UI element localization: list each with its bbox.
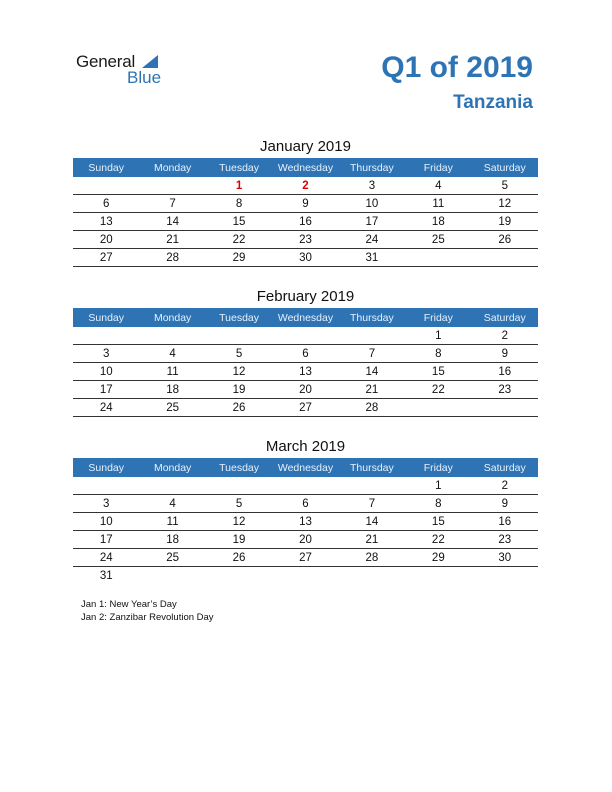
- day-cell: [139, 567, 205, 585]
- day-cell: 2: [272, 177, 338, 195]
- day-cell: 7: [339, 345, 405, 363]
- day-cell: [206, 567, 272, 585]
- week-row: [73, 345, 538, 363]
- day-cell: 25: [139, 549, 205, 567]
- day-cell: 22: [405, 531, 471, 549]
- week-row: [73, 567, 538, 585]
- day-cell: 30: [472, 549, 538, 567]
- day-cell: [139, 327, 205, 345]
- logo-triangle-icon: [142, 55, 158, 68]
- day-cell: 3: [339, 177, 405, 195]
- day-cell: 20: [73, 231, 139, 249]
- day-cell: 6: [272, 345, 338, 363]
- day-cell: 24: [339, 231, 405, 249]
- week-row: [73, 531, 538, 549]
- month-march: [73, 436, 538, 584]
- calendar-table: [73, 458, 538, 584]
- calendar-table: [73, 308, 538, 417]
- weekday-header: Saturday: [472, 308, 538, 327]
- day-cell: [73, 177, 139, 195]
- holiday-note: Jan 2: Zanzibar Revolution Day: [81, 612, 214, 623]
- day-cell: 22: [206, 231, 272, 249]
- logo-general-text: General: [76, 52, 136, 71]
- day-cell: 1: [405, 477, 471, 495]
- day-cell: 4: [139, 345, 205, 363]
- week-row: [73, 213, 538, 231]
- day-cell: 17: [73, 531, 139, 549]
- day-cell: 5: [206, 345, 272, 363]
- day-cell: [405, 249, 471, 267]
- week-row: [73, 327, 538, 345]
- day-cell: 14: [339, 513, 405, 531]
- day-cell: [339, 327, 405, 345]
- day-cell: 28: [339, 399, 405, 417]
- day-cell: 9: [272, 195, 338, 213]
- day-cell: 10: [73, 513, 139, 531]
- day-cell: 13: [272, 513, 338, 531]
- day-cell: 25: [139, 399, 205, 417]
- day-cell: [139, 477, 205, 495]
- day-cell: 19: [206, 531, 272, 549]
- day-cell: 27: [272, 549, 338, 567]
- weekday-header: Saturday: [472, 158, 538, 177]
- day-cell: 26: [206, 549, 272, 567]
- country-name: Tanzania: [453, 92, 533, 113]
- day-cell: [405, 567, 471, 585]
- weekday-header: Thursday: [339, 158, 405, 177]
- month-january: [73, 136, 538, 267]
- weekday-header: Friday: [405, 458, 471, 477]
- weekday-header: Thursday: [339, 458, 405, 477]
- day-cell: [339, 567, 405, 585]
- day-cell: 18: [139, 381, 205, 399]
- day-cell: 10: [339, 195, 405, 213]
- day-cell: 20: [272, 381, 338, 399]
- day-cell: 5: [206, 495, 272, 513]
- day-cell: [73, 477, 139, 495]
- week-row: [73, 177, 538, 195]
- day-cell: 31: [99, 570, 113, 582]
- day-cell: 28: [139, 249, 205, 267]
- day-cell: 11: [405, 195, 471, 213]
- day-cell: 12: [472, 195, 538, 213]
- day-cell: 14: [339, 363, 405, 381]
- weekday-header: Tuesday: [206, 308, 272, 327]
- day-cell: [272, 477, 338, 495]
- weekday-header: Monday: [139, 458, 205, 477]
- weekday-header: Sunday: [73, 458, 139, 477]
- day-cell: 24: [73, 549, 139, 567]
- week-row: [73, 363, 538, 381]
- day-cell: 2: [472, 327, 538, 345]
- weekday-header: Wednesday: [272, 158, 338, 177]
- day-cell: 17: [73, 381, 139, 399]
- day-cell: [206, 327, 272, 345]
- weekday-header: Wednesday: [272, 308, 338, 327]
- day-cell: 4: [405, 177, 471, 195]
- logo: [76, 52, 176, 88]
- week-row: [73, 231, 538, 249]
- day-cell: 15: [405, 363, 471, 381]
- day-cell: 1: [405, 327, 471, 345]
- day-cell: 2: [472, 477, 538, 495]
- month-title: February 2019: [256, 288, 355, 305]
- week-row: [73, 513, 538, 531]
- day-cell: 16: [272, 213, 338, 231]
- day-cell: 12: [206, 513, 272, 531]
- day-cell: 18: [139, 531, 205, 549]
- weekday-header: Friday: [405, 158, 471, 177]
- day-cell: 11: [139, 513, 205, 531]
- day-cell: [472, 567, 538, 585]
- day-cell: 8: [405, 345, 471, 363]
- day-cell: 3: [73, 345, 139, 363]
- month-february: [73, 286, 538, 417]
- day-cell: 4: [139, 495, 205, 513]
- day-cell: 31: [339, 249, 405, 267]
- day-cell: 3: [73, 495, 139, 513]
- day-cell: 24: [73, 399, 139, 417]
- day-cell: 8: [405, 495, 471, 513]
- month-title: March 2019: [265, 438, 346, 455]
- day-cell: 15: [405, 513, 471, 531]
- day-cell: 1: [206, 177, 272, 195]
- day-cell: 23: [272, 231, 338, 249]
- day-cell: 28: [339, 549, 405, 567]
- day-cell: 10: [73, 363, 139, 381]
- day-cell: [73, 327, 139, 345]
- calendar-table: [73, 158, 538, 267]
- weekday-header: Tuesday: [206, 458, 272, 477]
- month-title: January 2019: [260, 138, 351, 155]
- week-row: [73, 549, 538, 567]
- day-cell: 22: [405, 381, 471, 399]
- day-cell: 29: [405, 549, 471, 567]
- day-cell: 19: [206, 381, 272, 399]
- day-cell: 17: [339, 213, 405, 231]
- weekday-header: Friday: [405, 308, 471, 327]
- day-cell: [472, 399, 538, 417]
- day-cell: 26: [472, 231, 538, 249]
- week-row: [73, 477, 538, 495]
- day-cell: [206, 477, 272, 495]
- weekday-header: Sunday: [73, 308, 139, 327]
- holiday-note: Jan 1: New Year’s Day: [81, 599, 177, 610]
- weekday-header: Wednesday: [272, 458, 338, 477]
- day-cell: 15: [206, 213, 272, 231]
- logo-blue-text: Blue: [127, 68, 162, 87]
- day-cell: 14: [139, 213, 205, 231]
- weekday-header: Thursday: [339, 308, 405, 327]
- day-cell: 19: [472, 213, 538, 231]
- day-cell: 27: [272, 399, 338, 417]
- day-cell: 7: [339, 495, 405, 513]
- day-cell: 13: [272, 363, 338, 381]
- day-cell: 25: [405, 231, 471, 249]
- day-cell: 20: [272, 531, 338, 549]
- day-cell: [139, 177, 205, 195]
- day-cell: 23: [472, 531, 538, 549]
- day-cell: 16: [472, 363, 538, 381]
- weekday-header: Saturday: [472, 458, 538, 477]
- week-row: [73, 195, 538, 213]
- day-cell: 12: [206, 363, 272, 381]
- day-cell: 7: [139, 195, 205, 213]
- day-cell: [472, 249, 538, 267]
- day-cell: 26: [206, 399, 272, 417]
- day-cell: [405, 399, 471, 417]
- day-cell: 23: [472, 381, 538, 399]
- day-cell: 9: [472, 495, 538, 513]
- day-cell: 5: [472, 177, 538, 195]
- week-row: [73, 249, 538, 267]
- day-cell: 21: [339, 381, 405, 399]
- day-cell: 6: [73, 195, 139, 213]
- day-cell: 13: [73, 213, 139, 231]
- day-cell: 6: [272, 495, 338, 513]
- day-cell: 30: [272, 249, 338, 267]
- page-title: Q1 of 2019: [381, 51, 533, 84]
- week-row: [73, 381, 538, 399]
- day-cell: [339, 477, 405, 495]
- weekday-header: Monday: [139, 158, 205, 177]
- day-cell: 18: [405, 213, 471, 231]
- week-row: [73, 495, 538, 513]
- day-cell: 21: [339, 531, 405, 549]
- weekday-header: Tuesday: [206, 158, 272, 177]
- day-cell: [272, 327, 338, 345]
- day-cell: 9: [472, 345, 538, 363]
- weekday-header: Monday: [139, 308, 205, 327]
- holiday-notes: [81, 598, 214, 624]
- weekday-header: Sunday: [73, 158, 139, 177]
- day-cell: 21: [139, 231, 205, 249]
- week-row: [73, 399, 538, 417]
- day-cell: 27: [73, 249, 139, 267]
- day-cell: 8: [206, 195, 272, 213]
- day-cell: [272, 567, 338, 585]
- day-cell: 16: [472, 513, 538, 531]
- day-cell: 11: [139, 363, 205, 381]
- day-cell: 29: [206, 249, 272, 267]
